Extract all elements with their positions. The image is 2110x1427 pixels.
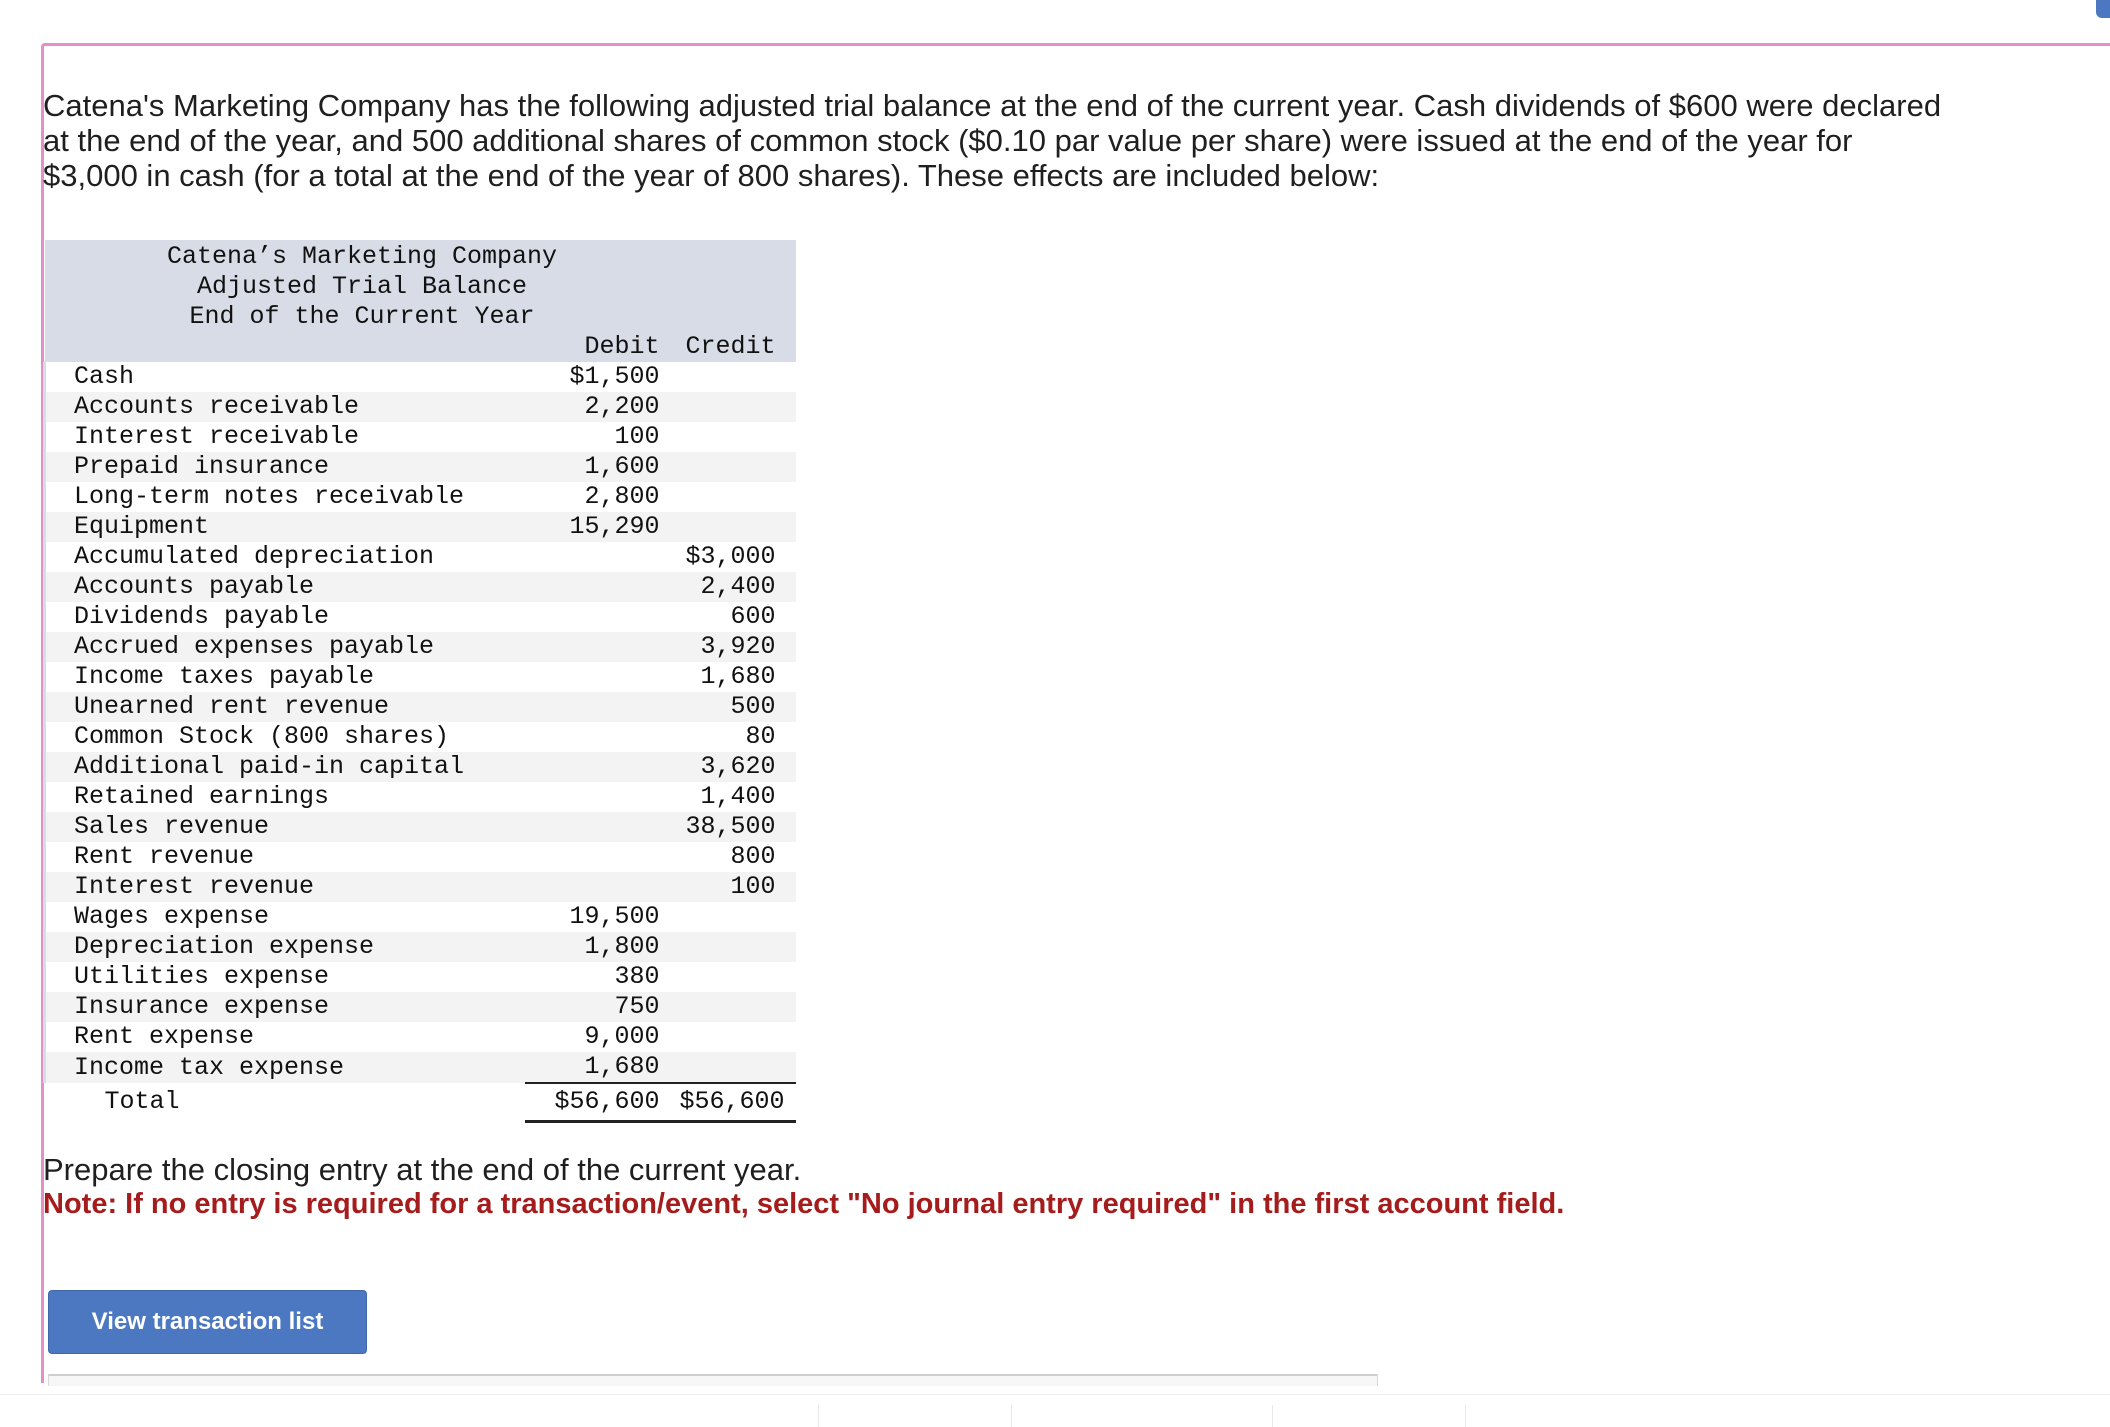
credit-amount: 3,920	[680, 632, 796, 662]
total-label: Total	[45, 1083, 525, 1122]
table-row	[45, 362, 796, 392]
table-row	[45, 692, 796, 722]
table-title-company: Catena’s Marketing Company	[45, 240, 680, 272]
debit-amount	[525, 872, 680, 902]
credit-amount	[680, 932, 796, 962]
credit-amount: 1,680	[680, 662, 796, 692]
table-row	[45, 422, 796, 452]
debit-amount: 1,600	[525, 452, 680, 482]
table-row	[45, 842, 796, 872]
credit-amount: 80	[680, 722, 796, 752]
account-name: Accounts payable	[45, 572, 525, 602]
debit-amount: 19,500	[525, 902, 680, 932]
total-credit: $56,600	[680, 1083, 796, 1122]
debit-amount: 2,800	[525, 482, 680, 512]
account-name: Income tax expense	[45, 1052, 525, 1083]
account-name: Rent expense	[45, 1022, 525, 1052]
credit-amount: 3,620	[680, 752, 796, 782]
credit-amount: $3,000	[680, 542, 796, 572]
table-row	[45, 752, 796, 782]
credit-amount: 2,400	[680, 572, 796, 602]
credit-amount: 38,500	[680, 812, 796, 842]
debit-amount	[525, 572, 680, 602]
account-name: Equipment	[45, 512, 525, 542]
credit-amount	[680, 452, 796, 482]
credit-amount	[680, 962, 796, 992]
debit-amount	[525, 602, 680, 632]
credit-amount	[680, 362, 796, 392]
credit-amount: 500	[680, 692, 796, 722]
credit-amount: 800	[680, 842, 796, 872]
table-title-period: End of the Current Year	[45, 302, 680, 332]
debit-amount	[525, 782, 680, 812]
table-row	[45, 722, 796, 752]
debit-amount: 750	[525, 992, 680, 1022]
debit-amount: $1,500	[525, 362, 680, 392]
debit-amount: 9,000	[525, 1022, 680, 1052]
footer-bar	[0, 1394, 2110, 1427]
table-row	[45, 1052, 796, 1083]
table-title-name: Adjusted Trial Balance	[45, 272, 680, 302]
account-name: Depreciation expense	[45, 932, 525, 962]
account-name: Interest revenue	[45, 872, 525, 902]
table-row	[45, 932, 796, 962]
view-transaction-list-button[interactable]: View transaction list	[48, 1290, 367, 1354]
debit-amount: 100	[525, 422, 680, 452]
account-name: Accrued expenses payable	[45, 632, 525, 662]
column-header-credit: Credit	[680, 332, 796, 362]
account-name: Wages expense	[45, 902, 525, 932]
table-row	[45, 962, 796, 992]
debit-amount	[525, 842, 680, 872]
trial-balance-table	[43, 240, 796, 1123]
table-row	[45, 392, 796, 422]
table-row	[45, 542, 796, 572]
debit-amount: 1,680	[525, 1052, 680, 1083]
account-name: Additional paid-in capital	[45, 752, 525, 782]
account-name: Common Stock (800 shares)	[45, 722, 525, 752]
table-row	[45, 572, 796, 602]
account-name: Rent revenue	[45, 842, 525, 872]
debit-amount	[525, 632, 680, 662]
account-name: Income taxes payable	[45, 662, 525, 692]
column-header-debit: Debit	[525, 332, 680, 362]
account-name: Retained earnings	[45, 782, 525, 812]
table-row	[45, 632, 796, 662]
account-name: Accumulated depreciation	[45, 542, 525, 572]
credit-amount	[680, 392, 796, 422]
credit-amount	[680, 512, 796, 542]
account-name: Sales revenue	[45, 812, 525, 842]
table-row	[45, 482, 796, 512]
total-debit: $56,600	[525, 1083, 680, 1122]
account-name: Accounts receivable	[45, 392, 525, 422]
table-row	[45, 662, 796, 692]
debit-amount: 380	[525, 962, 680, 992]
problem-intro: Catena's Marketing Company has the following adjusted trial balance at the end of the current year. Cash dividends of $600 were declared at the end of the year, and 500 additional shares of common stock ($0.10 par value per share) were issued at the end of the year for $3,000 in cash (for a total at the end of the year of 800 shares). These effects are included below:	[43, 88, 1942, 193]
table-row	[45, 1022, 796, 1052]
account-name: Long-term notes receivable	[45, 482, 525, 512]
credit-amount	[680, 482, 796, 512]
debit-amount	[525, 812, 680, 842]
debit-amount	[525, 692, 680, 722]
account-name: Utilities expense	[45, 962, 525, 992]
account-name: Interest receivable	[45, 422, 525, 452]
corner-tab[interactable]	[2096, 0, 2110, 18]
credit-amount	[680, 902, 796, 932]
credit-amount: 600	[680, 602, 796, 632]
debit-amount: 2,200	[525, 392, 680, 422]
account-name: Insurance expense	[45, 992, 525, 1022]
credit-amount	[680, 1052, 796, 1083]
debit-amount: 1,800	[525, 932, 680, 962]
debit-amount	[525, 542, 680, 572]
debit-amount	[525, 662, 680, 692]
table-row	[45, 902, 796, 932]
journal-panel-edge	[48, 1374, 1378, 1386]
table-row	[45, 992, 796, 1022]
table-row	[45, 872, 796, 902]
account-name: Prepaid insurance	[45, 452, 525, 482]
instruction-note: Note: If no entry is required for a transaction/event, select "No journal entry required" in the first account field.	[43, 1188, 1565, 1220]
credit-amount: 1,400	[680, 782, 796, 812]
credit-amount	[680, 992, 796, 1022]
debit-amount	[525, 752, 680, 782]
table-row	[45, 782, 796, 812]
credit-amount	[680, 422, 796, 452]
account-name: Dividends payable	[45, 602, 525, 632]
credit-amount: 100	[680, 872, 796, 902]
table-row	[45, 812, 796, 842]
account-name: Cash	[45, 362, 525, 392]
table-row	[45, 602, 796, 632]
account-name: Unearned rent revenue	[45, 692, 525, 722]
table-row	[45, 512, 796, 542]
instruction-prepare: Prepare the closing entry at the end of the current year.	[43, 1152, 802, 1187]
debit-amount: 15,290	[525, 512, 680, 542]
debit-amount	[525, 722, 680, 752]
credit-amount	[680, 1022, 796, 1052]
table-row	[45, 452, 796, 482]
